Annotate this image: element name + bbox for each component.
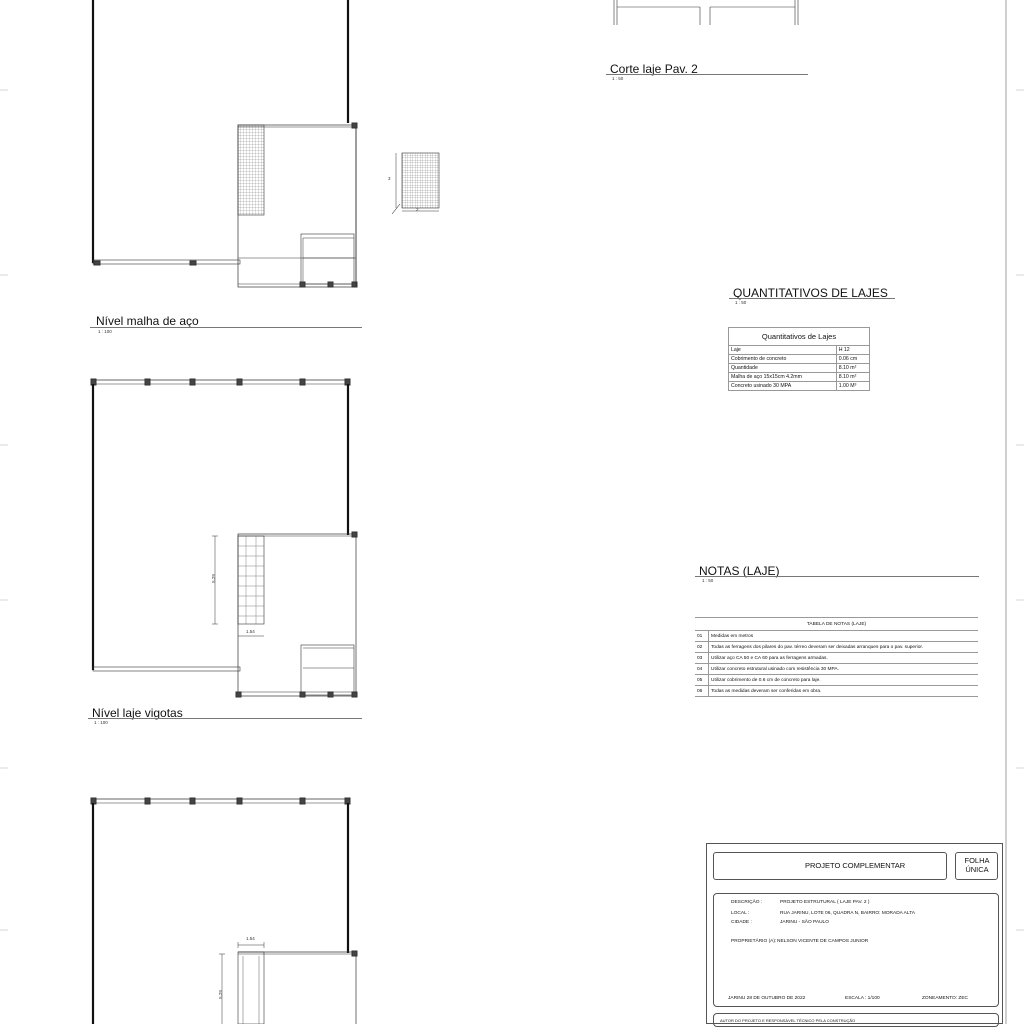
table-row: 05 Utilizar cobrimento de 0.6 cm de concreto para laje.: [695, 675, 978, 686]
quant-table: [728, 327, 870, 391]
title-vigotas: Nível laje vigotas: [92, 706, 183, 720]
plan-lower: [91, 798, 357, 1024]
scale-vigotas: 1 : 100: [94, 720, 108, 725]
quant-title: QUANTITATIVOS DE LAJES: [733, 286, 888, 300]
dim-154-lower: 1.54: [246, 936, 255, 941]
table-row: 06 Todas as medidas deveram ser conferidas em obra.: [695, 686, 978, 697]
table-row: Cobrimento de concreto 0.06 cm: [729, 355, 870, 364]
title-corte-underline: [606, 74, 808, 75]
title-malha: Nível malha de aço: [96, 314, 199, 328]
notes-scale: 1 : 50: [702, 578, 714, 583]
title-corte: Corte laje Pav. 2: [610, 62, 698, 76]
stamp-date: JARINU 28 DE OUTUBRO DE 2022: [728, 996, 806, 1001]
plan-vigotas: [91, 379, 357, 697]
table-row: Laje H 12: [729, 346, 870, 355]
table-row: Malha de aço 15x15cm 4.2mm 8.10 m²: [729, 373, 870, 382]
table-row: Quantidade 8.10 m²: [729, 364, 870, 373]
stamp-city: JARINU - SÃO PAULO: [780, 920, 829, 925]
stamp-desc: PROJETO ESTRUTURAL ( LAJE PAV. 2 ): [780, 900, 870, 905]
stamp-local: RUA JARINU, LOTE 06, QUADRA N, BAIRRO: MORADA ALTA: [780, 911, 915, 916]
notes-title-underline: [695, 576, 979, 577]
table-row: 03 Utilizar aço CA 50 e CA 60 para as ferragens armadas.: [695, 653, 978, 664]
detail-dim-height: 3: [388, 176, 391, 181]
notes-table: [695, 617, 978, 697]
section-corte: [614, 0, 798, 25]
dim-154-vigotas: 1.54: [246, 629, 255, 634]
stamp-sheet: FOLHA ÚNICA: [964, 856, 990, 874]
table-row: 04 Utilizar concreto estrutural usinado com resistência 30 MPA.: [695, 664, 978, 675]
mesh-detail: [392, 153, 439, 214]
dim-529-vigotas: 5.29: [210, 574, 216, 583]
quant-scale: 1 : 50: [735, 300, 747, 305]
table-row: 01 Medidas em metros: [695, 631, 978, 642]
stamp-project: PROJETO COMPLEMENTAR: [805, 861, 906, 870]
quant-table-title: Quantitativos de Lajes: [729, 328, 870, 346]
stamp-owner-label: PROPRIETÁRIO (A):: [731, 939, 777, 944]
scale-malha: 1 : 100: [98, 329, 112, 334]
notes-title: NOTAS (LAJE): [699, 564, 780, 578]
table-row: 02 Todas as ferragens dos pilares do pav. térreo deveram ser deixadas arranques para o pav. superior.: [695, 642, 978, 653]
dim-529-lower: 5.29: [217, 990, 223, 999]
stamp-scale: ESCALA : 1/100: [845, 996, 880, 1001]
quant-title-underline: [729, 298, 895, 299]
notes-table-title: TABELA DE NOTAS (LAJE): [695, 618, 978, 631]
scale-corte: 1 : 50: [612, 76, 624, 81]
table-row: Concreto usinado 30 MPA 1.00 M³: [729, 382, 870, 391]
title-malha-underline: [90, 327, 362, 328]
stamp-desc-label: DESCRIÇÃO :: [731, 900, 763, 905]
stamp-owner: NELSON VICENTE DE CAMPOS JUNIOR: [777, 939, 869, 944]
stamp-zone: ZONEAMENTO: ZEC: [922, 996, 969, 1001]
title-vigotas-underline: [88, 718, 362, 719]
stamp-author: AUTOR DO PROJETO E RESPONSÁVEL TÉCNICO PELA CONSTRUÇÃO: [720, 1018, 856, 1023]
detail-dim-width: 2: [416, 207, 419, 212]
stamp-local-label: LOCAL :: [731, 911, 750, 916]
plan-malha: [93, 0, 357, 287]
stamp-city-label: CIDADE :: [731, 920, 752, 925]
